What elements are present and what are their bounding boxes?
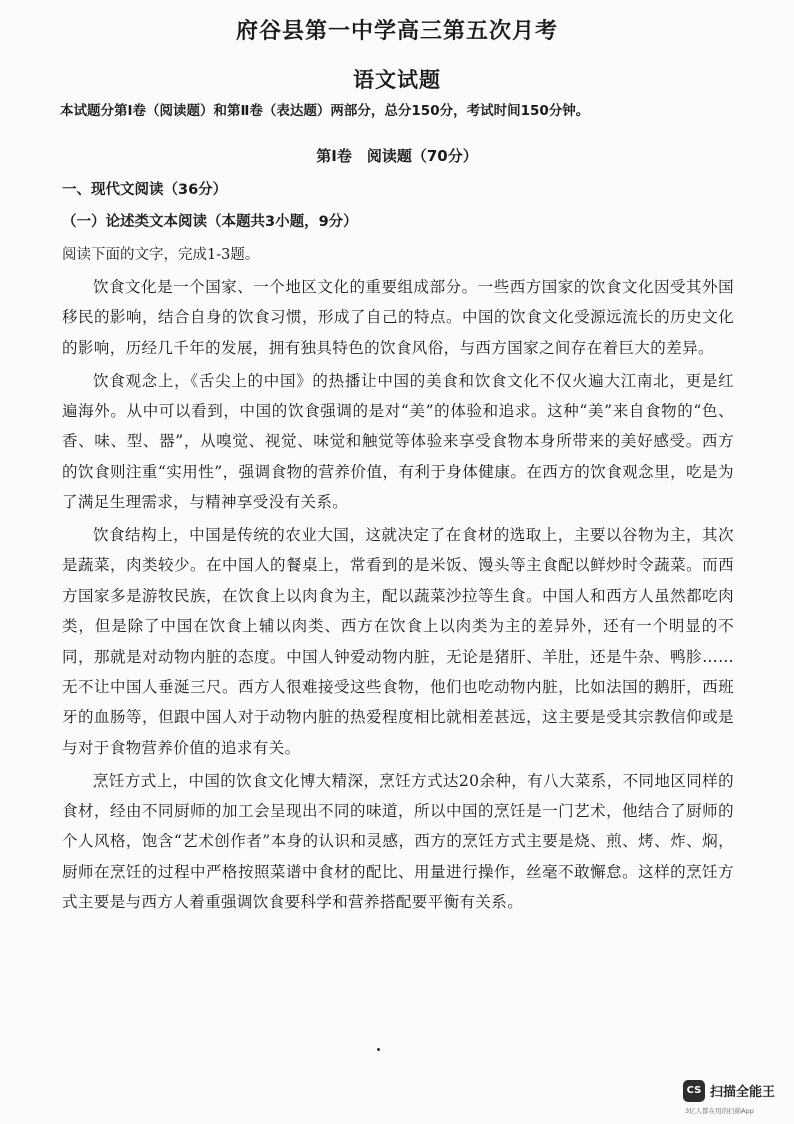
part-title: 第Ⅰ卷 阅读题（70分） [316, 147, 478, 165]
page-dot [377, 1048, 380, 1051]
passage-paragraph: 饮食文化是一个国家、一个地区文化的重要组成部分。一些西方国家的饮食文化因受其外国移民的影响，结合自身的饮食习惯，形成了自己的特点。中国的饮食文化受源远流长的历史文化的影响，历经几千年的发展，拥有独具特色的饮食风俗，与西方国家之间存在着巨大的差异。 [62, 278, 734, 357]
scanner-tagline: 3亿人都在用的扫描App [685, 1107, 754, 1115]
subject-title: 语文试题 [353, 68, 441, 92]
scanner-name: 扫描全能王 [710, 1085, 776, 1100]
reading-instruction: 阅读下面的文字，完成1-3题。 [62, 247, 260, 263]
section-heading: 一、现代文阅读（36分） [62, 182, 228, 198]
subsection-heading: （一）论述类文本阅读（本题共3小题，9分） [62, 214, 358, 230]
passage-paragraph: 饮食观念上，《舌尖上的中国》的热播让中国的美食和饮食文化不仅火遍大江南北，更是红遍海外。从中可以看到，中国的饮食强调的是对“美”的体验和追求。这种“美”来自食物的“色、香、味、型、器”，从嗅觉、视觉、味觉和触觉等体验来享受食物本身所带来的美好感受。西方的饮食则注重“实用性”，强调食物的营养价值，有利于身体健康。在西方的饮食观念里，吃是为了满足生理需求，与精神享受没有关系。 [62, 371, 734, 512]
passage-paragraph: 饮食结构上，中国是传统的农业大国，这就决定了在食材的选取上，主要以谷物为主，其次是蔬菜，肉类较少。在中国人的餐桌上，常看到的是米饭、馒头等主食配以鲜炒时令蔬菜。而西方国家多是游牧民族，在饮食上以肉食为主，配以蔬菜沙拉等生食。中国人和西方人虽然都吃肉类，但是除了中国在饮食上辅以肉类、西方在饮食上以肉类为主的差异外，还有一个明显的不同，那就是对动物内脏的态度。中国人钟爱动物内脏，无论是猪肝、羊肚，还是牛杂、鸭胗……无不让中国人垂涎三尺。西方人很难接受这些食物，他们也吃动物内脏，比如法国的鹅肝，西班牙的血肠等，但跟中国人对于动物内脏的热爱程度相比就相差甚远，这主要是受其宗教信仰或是与对于食物营养价值的追求有关。 [62, 526, 734, 757]
passage-body [62, 272, 734, 920]
passage-paragraph: 烹饪方式上，中国的饮食文化博大精深，烹饪方式达20余种，有八大菜系，不同地区同样的食材，经由不同厨师的加工会呈现出不同的味道，所以中国的烹饪是一门艺术，他结合了厨师的个人风格，饱含“艺术创作者”本身的认识和灵感，西方的烹饪方式主要是烧、煎、烤、炸、焖，厨师在烹饪的过程中严格按照菜谱中食材的配比、用量进行操作，丝毫不敢懈怠。这样的烹饪方式主要是与西方人着重强调饮食要科学和营养搭配要平衡有关系。 [62, 771, 734, 912]
scanner-watermark [683, 1078, 793, 1122]
exam-note: 本试题分第Ⅰ卷（阅读题）和第Ⅱ卷（表达题）两部分，总分150分，考试时间150分钟。 [60, 103, 590, 119]
school-title: 府谷县第一中学高三第五次月考 [235, 19, 558, 44]
scanner-logo-icon: CS [683, 1080, 705, 1102]
